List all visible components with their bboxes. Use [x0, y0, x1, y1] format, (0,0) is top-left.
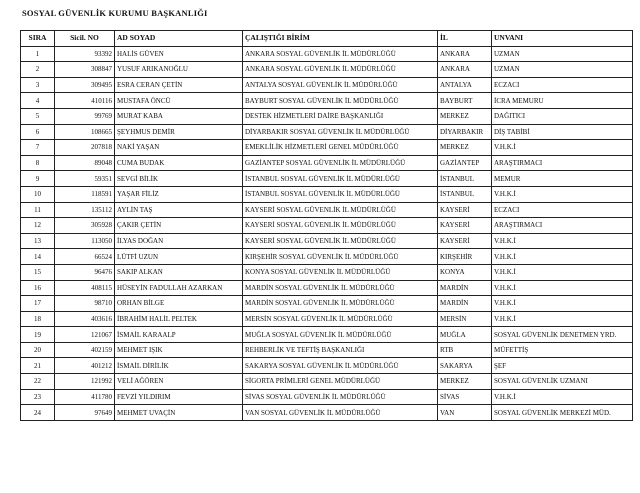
table-row: [21, 389, 633, 405]
cell-sira: 6: [21, 124, 55, 140]
cell-sira: 11: [21, 202, 55, 218]
cell-unvani: SOSYAL GÜVENLİK DENETMEN YRD.: [492, 327, 633, 343]
cell-ad-soyad: ŞEYHMUS DEMİR: [115, 124, 243, 140]
cell-calistigi-birim: ANKARA SOSYAL GÜVENLİK İL MÜDÜRLÜĞÜ: [243, 46, 438, 62]
cell-sicil-no: 108665: [55, 124, 115, 140]
cell-ad-soyad: MUSTAFA ÖNCÜ: [115, 93, 243, 109]
cell-unvani: ARAŞTIRMACI: [492, 218, 633, 234]
cell-ad-soyad: FEVZİ YILDIRIM: [115, 389, 243, 405]
table-row: [21, 342, 633, 358]
cell-il: ANTALYA: [438, 77, 492, 93]
cell-ad-soyad: İSMAİL DİRİLİK: [115, 358, 243, 374]
cell-sira: 5: [21, 108, 55, 124]
cell-ad-soyad: LÜTFİ UZUN: [115, 249, 243, 265]
cell-il: KAYSERİ: [438, 233, 492, 249]
cell-calistigi-birim: VAN SOSYAL GÜVENLİK İL MÜDÜRLÜĞÜ: [243, 405, 438, 421]
cell-sicil-no: 402159: [55, 342, 115, 358]
cell-sicil-no: 121067: [55, 327, 115, 343]
table-row: [21, 358, 633, 374]
table-row: [21, 186, 633, 202]
cell-unvani: V.H.K.İ: [492, 296, 633, 312]
cell-il: MERKEZ: [438, 140, 492, 156]
cell-sira: 16: [21, 280, 55, 296]
cell-il: ANKARA: [438, 46, 492, 62]
cell-sicil-no: 207818: [55, 140, 115, 156]
table-row: [21, 171, 633, 187]
cell-ad-soyad: MEHMET IŞIK: [115, 342, 243, 358]
cell-ad-soyad: CUMA BUDAK: [115, 155, 243, 171]
cell-sicil-no: 113050: [55, 233, 115, 249]
cell-calistigi-birim: KAYSERİ SOSYAL GÜVENLİK İL MÜDÜRLÜĞÜ: [243, 202, 438, 218]
cell-unvani: SOSYAL GÜVENLİK MERKEZİ MÜD.: [492, 405, 633, 421]
cell-sira: 2: [21, 62, 55, 78]
cell-unvani: V.H.K.İ: [492, 280, 633, 296]
cell-sicil-no: 411780: [55, 389, 115, 405]
cell-calistigi-birim: DİYARBAKIR SOSYAL GÜVENLİK İL MÜDÜRLÜĞÜ: [243, 124, 438, 140]
cell-sicil-no: 309495: [55, 77, 115, 93]
cell-sicil-no: 403616: [55, 311, 115, 327]
cell-il: BAYBURT: [438, 93, 492, 109]
cell-sira: 22: [21, 374, 55, 390]
cell-ad-soyad: YUSUF ARIKANOĞLU: [115, 62, 243, 78]
header-sicil-no: Sicil. NO: [55, 31, 115, 47]
cell-calistigi-birim: İSTANBUL SOSYAL GÜVENLİK İL MÜDÜRLÜĞÜ: [243, 171, 438, 187]
cell-il: RTB: [438, 342, 492, 358]
cell-unvani: V.H.K.İ: [492, 140, 633, 156]
cell-unvani: DİŞ TABİBİ: [492, 124, 633, 140]
cell-sicil-no: 99769: [55, 108, 115, 124]
cell-ad-soyad: ESRA CERAN ÇETİN: [115, 77, 243, 93]
cell-sira: 1: [21, 46, 55, 62]
cell-calistigi-birim: SAKARYA SOSYAL GÜVENLİK İL MÜDÜRLÜĞÜ: [243, 358, 438, 374]
cell-il: SİVAS: [438, 389, 492, 405]
cell-ad-soyad: VELİ AĞÖREN: [115, 374, 243, 390]
cell-sicil-no: 408115: [55, 280, 115, 296]
table-row: [21, 233, 633, 249]
cell-ad-soyad: İBRAHİM HALİL PELTEK: [115, 311, 243, 327]
cell-sira: 10: [21, 186, 55, 202]
cell-sira: 17: [21, 296, 55, 312]
cell-unvani: MÜFETTİŞ: [492, 342, 633, 358]
table-row: [21, 77, 633, 93]
table-row: [21, 264, 633, 280]
cell-ad-soyad: İLYAS DOĞAN: [115, 233, 243, 249]
cell-calistigi-birim: DESTEK HİZMETLERİ DAİRE BAŞKANLIĞI: [243, 108, 438, 124]
cell-ad-soyad: YAŞAR FİLİZ: [115, 186, 243, 202]
cell-unvani: ECZACI: [492, 202, 633, 218]
cell-unvani: İCRA MEMURU: [492, 93, 633, 109]
cell-calistigi-birim: REHBERLİK VE TEFTİŞ BAŞKANLIĞI: [243, 342, 438, 358]
cell-calistigi-birim: KONYA SOSYAL GÜVENLİK İL MÜDÜRLÜĞÜ: [243, 264, 438, 280]
cell-il: KAYSERİ: [438, 218, 492, 234]
cell-calistigi-birim: ANKARA SOSYAL GÜVENLİK İL MÜDÜRLÜĞÜ: [243, 62, 438, 78]
header-ad-soyad: AD SOYAD: [115, 31, 243, 47]
cell-calistigi-birim: BAYBURT SOSYAL GÜVENLİK İL MÜDÜRLÜĞÜ: [243, 93, 438, 109]
table-row: [21, 46, 633, 62]
header-unvani: UNVANI: [492, 31, 633, 47]
cell-calistigi-birim: EMEKLİLİK HİZMETLERİ GENEL MÜDÜRLÜĞÜ: [243, 140, 438, 156]
cell-calistigi-birim: SİGORTA PRİMLERİ GENEL MÜDÜRLÜĞÜ: [243, 374, 438, 390]
cell-calistigi-birim: ANTALYA SOSYAL GÜVENLİK İL MÜDÜRLÜĞÜ: [243, 77, 438, 93]
table-row: [21, 202, 633, 218]
cell-unvani: SOSYAL GÜVENLİK UZMANI: [492, 374, 633, 390]
table-body: [21, 46, 633, 420]
table-row: [21, 327, 633, 343]
cell-unvani: V.H.K.İ: [492, 264, 633, 280]
cell-sicil-no: 59351: [55, 171, 115, 187]
cell-il: KONYA: [438, 264, 492, 280]
cell-calistigi-birim: SİVAS SOSYAL GÜVENLİK İL MÜDÜRLÜĞÜ: [243, 389, 438, 405]
table-row: [21, 249, 633, 265]
cell-unvani: V.H.K.İ: [492, 389, 633, 405]
cell-ad-soyad: ÇAKIR ÇETİN: [115, 218, 243, 234]
cell-il: MUĞLA: [438, 327, 492, 343]
table-row: [21, 62, 633, 78]
cell-sira: 3: [21, 77, 55, 93]
cell-ad-soyad: HALİS GÜVEN: [115, 46, 243, 62]
cell-calistigi-birim: KIRŞEHİR SOSYAL GÜVENLİK İL MÜDÜRLÜĞÜ: [243, 249, 438, 265]
cell-unvani: V.H.K.İ: [492, 311, 633, 327]
cell-il: DİYARBAKIR: [438, 124, 492, 140]
header-il: İL: [438, 31, 492, 47]
cell-sira: 15: [21, 264, 55, 280]
cell-ad-soyad: MEHMET UVAÇİN: [115, 405, 243, 421]
cell-sira: 20: [21, 342, 55, 358]
cell-sira: 18: [21, 311, 55, 327]
cell-il: MERSİN: [438, 311, 492, 327]
cell-unvani: DAĞITICI: [492, 108, 633, 124]
table-row: [21, 374, 633, 390]
header-sira: SIRA: [21, 31, 55, 47]
cell-sicil-no: 305928: [55, 218, 115, 234]
cell-calistigi-birim: İSTANBUL SOSYAL GÜVENLİK İL MÜDÜRLÜĞÜ: [243, 186, 438, 202]
table-row: [21, 218, 633, 234]
cell-unvani: UZMAN: [492, 62, 633, 78]
table-header-row: [21, 31, 633, 47]
cell-il: VAN: [438, 405, 492, 421]
table-row: [21, 93, 633, 109]
document-title: SOSYAL GÜVENLİK KURUMU BAŞKANLIĞI: [22, 8, 208, 18]
cell-ad-soyad: AYLİN TAŞ: [115, 202, 243, 218]
header-calistigi-birim: ÇALIŞTIĞI BİRİM: [243, 31, 438, 47]
cell-unvani: MEMUR: [492, 171, 633, 187]
table-row: [21, 140, 633, 156]
table-row: [21, 280, 633, 296]
cell-calistigi-birim: MUĞLA SOSYAL GÜVENLİK İL MÜDÜRLÜĞÜ: [243, 327, 438, 343]
cell-unvani: ŞEF: [492, 358, 633, 374]
cell-unvani: UZMAN: [492, 46, 633, 62]
cell-il: ANKARA: [438, 62, 492, 78]
cell-ad-soyad: HÜSEYİN FADULLAH AZARKAN: [115, 280, 243, 296]
cell-ad-soyad: MURAT KABA: [115, 108, 243, 124]
cell-ad-soyad: NAKİ YAŞAN: [115, 140, 243, 156]
cell-unvani: V.H.K.İ: [492, 249, 633, 265]
cell-ad-soyad: SEVGİ BİLİK: [115, 171, 243, 187]
cell-il: MARDİN: [438, 296, 492, 312]
cell-sira: 4: [21, 93, 55, 109]
cell-calistigi-birim: MARDİN SOSYAL GÜVENLİK İL MÜDÜRLÜĞÜ: [243, 296, 438, 312]
cell-unvani: ARAŞTIRMACI: [492, 155, 633, 171]
cell-sicil-no: 410116: [55, 93, 115, 109]
cell-il: MERKEZ: [438, 374, 492, 390]
cell-sira: 9: [21, 171, 55, 187]
table-row: [21, 296, 633, 312]
cell-sicil-no: 93392: [55, 46, 115, 62]
table-row: [21, 108, 633, 124]
cell-sicil-no: 401212: [55, 358, 115, 374]
cell-ad-soyad: SAKIP ALKAN: [115, 264, 243, 280]
cell-il: KIRŞEHİR: [438, 249, 492, 265]
cell-sicil-no: 97649: [55, 405, 115, 421]
cell-sira: 14: [21, 249, 55, 265]
cell-sira: 13: [21, 233, 55, 249]
cell-unvani: V.H.K.İ: [492, 233, 633, 249]
cell-sicil-no: 66524: [55, 249, 115, 265]
cell-il: İSTANBUL: [438, 186, 492, 202]
cell-sicil-no: 89048: [55, 155, 115, 171]
cell-unvani: V.H.K.İ: [492, 186, 633, 202]
cell-calistigi-birim: KAYSERİ SOSYAL GÜVENLİK İL MÜDÜRLÜĞÜ: [243, 233, 438, 249]
table-row: [21, 124, 633, 140]
cell-sira: 21: [21, 358, 55, 374]
cell-calistigi-birim: MERSİN SOSYAL GÜVENLİK İL MÜDÜRLÜĞÜ: [243, 311, 438, 327]
personnel-table: [20, 30, 633, 421]
cell-sicil-no: 96476: [55, 264, 115, 280]
cell-sicil-no: 118591: [55, 186, 115, 202]
cell-calistigi-birim: KAYSERİ SOSYAL GÜVENLİK İL MÜDÜRLÜĞÜ: [243, 218, 438, 234]
cell-il: İSTANBUL: [438, 171, 492, 187]
table-row: [21, 405, 633, 421]
cell-sira: 7: [21, 140, 55, 156]
cell-calistigi-birim: GAZİANTEP SOSYAL GÜVENLİK İL MÜDÜRLÜĞÜ: [243, 155, 438, 171]
cell-sicil-no: 135112: [55, 202, 115, 218]
table-row: [21, 155, 633, 171]
cell-sira: 12: [21, 218, 55, 234]
cell-il: MARDİN: [438, 280, 492, 296]
cell-il: KAYSERİ: [438, 202, 492, 218]
table-row: [21, 311, 633, 327]
cell-ad-soyad: İSMAİL KARAALP: [115, 327, 243, 343]
cell-il: SAKARYA: [438, 358, 492, 374]
cell-sira: 8: [21, 155, 55, 171]
cell-sira: 19: [21, 327, 55, 343]
cell-calistigi-birim: MARDİN SOSYAL GÜVENLİK İL MÜDÜRLÜĞÜ: [243, 280, 438, 296]
cell-sicil-no: 98710: [55, 296, 115, 312]
cell-sicil-no: 308847: [55, 62, 115, 78]
cell-ad-soyad: ORHAN BİLGE: [115, 296, 243, 312]
cell-sicil-no: 121992: [55, 374, 115, 390]
cell-unvani: ECZACI: [492, 77, 633, 93]
cell-sira: 24: [21, 405, 55, 421]
cell-il: GAZİANTEP: [438, 155, 492, 171]
cell-il: MERKEZ: [438, 108, 492, 124]
cell-sira: 23: [21, 389, 55, 405]
